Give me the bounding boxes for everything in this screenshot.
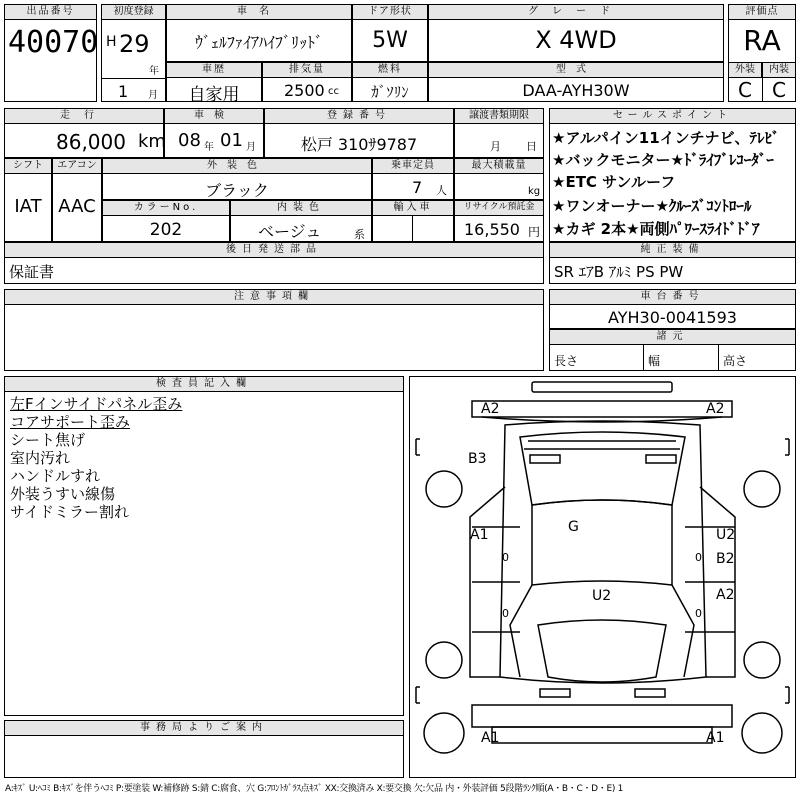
sales-point-line: ★カギ 2本★両側ﾊﾟﾜｰｽﾗｲﾄﾞﾄﾞｱ <box>552 220 760 238</box>
door-label: ドア形状 <box>352 4 428 20</box>
load-label: 最大積載量 <box>454 158 544 174</box>
reg-month-unit: 月 <box>148 90 158 101</box>
score-label: 評価点 <box>728 4 796 20</box>
inspection-label: 車検 <box>164 108 264 124</box>
recycle-label: リサイクル預託金 <box>454 200 544 216</box>
inspection-month-unit: 月 <box>246 142 256 153</box>
mileage-label: 走行 <box>4 108 164 124</box>
interior-label: 内装 <box>762 62 796 78</box>
exterior-label: 外装 <box>728 62 762 78</box>
reg-year: 29 <box>119 30 150 58</box>
first-reg-label: 初度登録 <box>101 4 166 20</box>
inspector-note: 室内汚れ <box>10 449 71 467</box>
equipment-value: SR ｴｱB ｱﾙﾐ PS PW <box>554 263 684 281</box>
import-label: 輸入車 <box>372 200 454 216</box>
exterior-grade: C <box>738 78 752 102</box>
chassis-label: 車台番号 <box>549 289 796 305</box>
damage-mark: A2 <box>706 401 725 417</box>
sales-point-line: ★ETC サンルーフ <box>552 173 676 191</box>
dim-length-label: 長さ <box>554 354 579 368</box>
car-diagram <box>410 377 795 777</box>
color-no-label: カラーNo. <box>102 200 230 216</box>
inspector-note: サイドミラー割れ <box>10 503 129 521</box>
diagram-zero: 0 <box>502 607 509 620</box>
grade-label: グレード <box>428 4 724 20</box>
inspection-month: 01 <box>220 130 243 151</box>
recycle-unit: 円 <box>528 225 541 239</box>
damage-mark: U2 <box>592 588 612 604</box>
damage-mark: A1 <box>481 730 500 746</box>
inspector-note: ハンドルすれ <box>10 467 101 485</box>
damage-mark: G <box>568 519 579 535</box>
later-parts-value: 保証書 <box>9 263 55 281</box>
displacement-unit: cc <box>328 86 339 97</box>
interior-grade: C <box>772 78 786 102</box>
dim-height-label: 高さ <box>723 354 748 368</box>
diagram-zero: 0 <box>502 551 509 564</box>
diagram-zero: 0 <box>695 551 702 564</box>
transfer-day: 日 <box>526 140 537 153</box>
inspector-note: シート焦げ <box>10 431 86 449</box>
capacity-value: 7 <box>412 178 423 197</box>
damage-mark: U2 <box>716 527 736 543</box>
inspection-year-unit: 年 <box>204 142 214 153</box>
reg-month: 1 <box>118 82 129 101</box>
dim-width-label: 幅 <box>648 354 661 368</box>
sales-point-line: ★アルパイン11インチナビ、ﾃﾚﾋﾞ <box>552 129 780 147</box>
car-name: ｳﾞｪﾙﾌｧｲｱﾊｲﾌﾞﾘｯﾄﾞ <box>194 33 323 52</box>
displacement-label: 排気量 <box>262 62 352 78</box>
grade-value: X 4WD <box>535 26 617 54</box>
inspector-note: 外装うすい線傷 <box>10 485 116 503</box>
shift-value: IAT <box>14 196 42 217</box>
transfer-month: 月 <box>490 140 501 153</box>
damage-mark: A2 <box>716 587 735 603</box>
ext-color-label: 外装色 <box>102 158 372 174</box>
ac-label: エアコン <box>52 158 102 174</box>
model-value: DAA-AYH30W <box>522 81 630 100</box>
door-type: 5W <box>372 28 408 53</box>
ac-value: AAC <box>58 196 96 217</box>
lot-number: 40070 <box>8 25 99 60</box>
int-color-suffix: 系 <box>354 228 365 241</box>
color-no-value: 202 <box>149 220 183 240</box>
int-color-label: 内装色 <box>230 200 372 216</box>
inspector-notes <box>10 395 182 521</box>
damage-mark: B3 <box>468 451 487 467</box>
damage-mark: A1 <box>470 527 489 543</box>
later-parts-label: 後日発送部品 <box>4 242 544 258</box>
history-value: 自家用 <box>188 85 240 105</box>
diagram-zero: 0 <box>695 607 702 620</box>
sales-point-line: ★ワンオーナー★ｸﾙｰｽﾞｺﾝﾄﾛｰﾙ <box>552 197 752 215</box>
model-label: 型式 <box>428 62 724 78</box>
car-diagram-box <box>409 376 796 778</box>
notes-label: 注意事項欄 <box>4 289 544 305</box>
load-unit: kg <box>528 186 541 197</box>
capacity-label: 乗車定員 <box>372 158 454 174</box>
inspection-year: 08 <box>178 130 201 151</box>
transfer-label: 譲渡書類期限 <box>454 108 544 124</box>
legend-text: A:ｷｽﾞ U:ﾍｺﾐ B:ｷｽﾞを伴うﾍｺﾐ P:要塗装 W:補修跡 S:錆 C:腐食、穴 G:ﾌﾛﾝﾄｶﾞﾗｽ点ｷｽﾞ XX:交換済み X:要交換 欠:欠品 内・外装評価 5段階ﾗﾝｸ順(A・B・C・D・E) 1 <box>5 784 624 794</box>
equipment-label: 純正装備 <box>549 242 796 258</box>
plate-number: 松戸 310ｻ9787 <box>300 135 418 154</box>
mileage-unit: km <box>138 131 166 152</box>
damage-mark: B2 <box>716 551 735 567</box>
damage-mark: A1 <box>706 730 725 746</box>
office-label: 事務局よりご案内 <box>4 720 404 736</box>
recycle-value: 16,550 <box>464 220 520 239</box>
sales-point-line: ★バックモニター★ﾄﾞﾗｲﾌﾞﾚｺｰﾀﾞｰ <box>552 151 774 169</box>
reg-era: H <box>106 34 117 50</box>
dimensions-label: 諸元 <box>549 329 796 345</box>
history-label: 車歴 <box>166 62 262 78</box>
inspector-note: コアサポート歪み <box>10 413 131 431</box>
lot-label: 出品番号 <box>4 4 97 20</box>
chassis-number: AYH30-0041593 <box>608 308 737 327</box>
reg-year-unit: 年 <box>149 66 159 77</box>
displacement-value: 2500 <box>284 81 325 100</box>
fuel-label: 燃料 <box>352 62 428 78</box>
damage-mark: A2 <box>481 401 500 417</box>
score-value: RA <box>743 24 781 57</box>
shift-label: シフト <box>4 158 52 174</box>
ext-color-value: ブラック <box>205 181 269 200</box>
int-color-value: ベージュ <box>258 222 322 241</box>
car-name-label: 車名 <box>166 4 352 20</box>
plate-label: 登録番号 <box>264 108 454 124</box>
fuel-value: ｶﾞｿﾘﾝ <box>371 83 409 101</box>
sales-points-label: セールスポイント <box>549 108 796 124</box>
mileage-value: 86,000 <box>56 130 126 154</box>
capacity-unit: 人 <box>436 184 447 197</box>
inspector-label: 検査員記入欄 <box>4 376 404 392</box>
inspector-note: 左Fインサイドパネル歪み <box>10 395 183 413</box>
